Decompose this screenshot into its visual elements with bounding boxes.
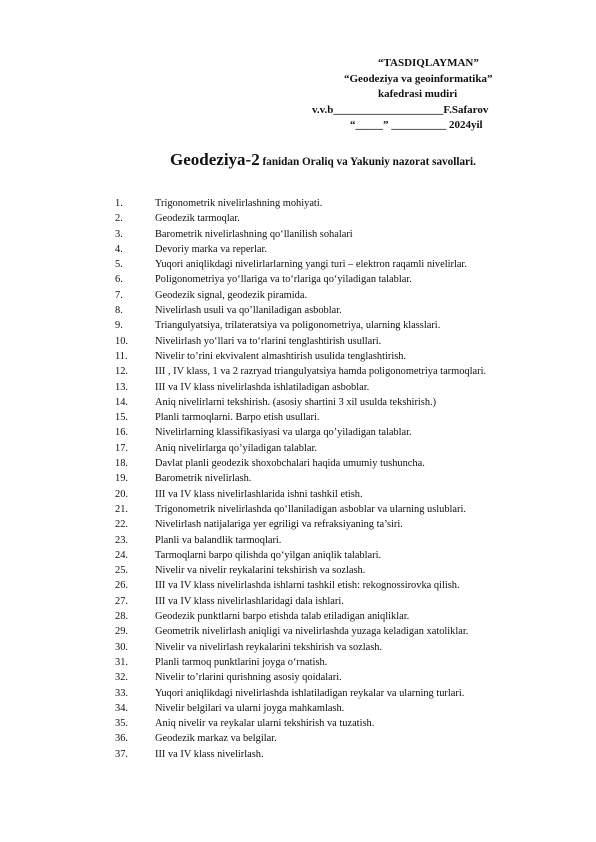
question-text: Davlat planli geodezik shoxobchalari haqida umumiy tushuncha. — [155, 458, 425, 470]
question-text: Geodezik tarmoqlar. — [155, 213, 240, 225]
question-item — [115, 257, 585, 272]
question-number: 16. — [115, 427, 128, 439]
question-number: 36. — [115, 733, 128, 745]
question-number: 3. — [115, 228, 123, 240]
question-item — [115, 349, 585, 364]
question-number: 11. — [115, 350, 128, 362]
approval-signature-line: v.v.b____________________F.Safarov — [312, 103, 489, 116]
question-item — [115, 242, 585, 257]
question-text: Geometrik nivelirlash aniqligi va nivelirlashda yuzaga keladigan xatoliklar. — [155, 626, 469, 638]
question-item — [115, 334, 585, 349]
question-text: Yuqori aniqlikdagi nivelirlarlarning yangi turi – elektron raqamli nivelirlar. — [155, 259, 467, 271]
question-text: Planli va balandlik tarmoqlari. — [155, 534, 282, 546]
question-text: Devoriy marka va reperlar. — [155, 243, 267, 255]
question-number: 31. — [115, 656, 128, 668]
question-number: 1. — [115, 198, 123, 209]
document-title-subject: Geodeziya-2 — [170, 150, 260, 169]
question-item — [115, 487, 585, 502]
question-text: III va IV klass nivelirlashlarida ishni tashkil etish. — [155, 488, 363, 500]
question-item — [115, 196, 585, 211]
question-text: Trigonometrik nivelirlashda qo‘llaniladigan asboblar va ularning uslublari. — [155, 503, 466, 515]
question-number: 28. — [115, 611, 128, 623]
question-number: 17. — [115, 442, 128, 454]
question-item — [115, 731, 585, 746]
question-item — [115, 624, 585, 639]
question-text: Planli tarmoqlarni. Barpo etish usullari. — [155, 412, 320, 424]
question-text: Yuqori aniqlikdagi nivelirlashda ishlatiladigan reykalar va ularning turlari. — [155, 687, 465, 699]
approval-date-line: “_____” __________ 2024yil — [350, 119, 483, 131]
question-number: 37. — [115, 748, 128, 760]
question-item — [115, 318, 585, 333]
question-item — [115, 716, 585, 731]
question-number: 4. — [115, 243, 123, 255]
question-number: 6. — [115, 274, 123, 286]
question-text: Nivelirlarning klassifikasiyasi va ularga qo’yiladigan talablar. — [155, 427, 412, 439]
question-number: 23. — [115, 534, 128, 546]
question-text: Tarmoqlarni barpo qilishda qo‘yilgan aniqlik talablari. — [155, 549, 382, 561]
question-text: Trigonometrik nivelirlashning mohiyati. — [155, 198, 323, 209]
question-number: 13. — [115, 381, 128, 393]
question-number: 27. — [115, 595, 128, 607]
question-number: 2. — [115, 213, 123, 225]
approval-title: “TASDIQLAYMAN” — [378, 57, 479, 69]
question-number: 7. — [115, 289, 123, 301]
question-text: Nivelir to’rlarini qurishning asosiy qoidalari. — [155, 672, 342, 684]
approval-head: kafedrasi mudiri — [378, 88, 458, 100]
question-text: Geodezik signal, geodezik piramida. — [155, 289, 308, 301]
question-text: III va IV klass nivelirlash. — [155, 748, 264, 760]
document-title-rest: fanidan Oraliq va Yakuniy nazorat savollari. — [259, 156, 476, 168]
question-text: Triangulyatsiya, trilateratsiya va poligonometriya, ularning klasslari. — [155, 320, 441, 332]
question-number: 29. — [115, 626, 128, 638]
question-number: 32. — [115, 672, 128, 684]
approval-department: “Geodeziya va geoinformatika” — [344, 72, 493, 85]
question-item — [115, 211, 585, 226]
question-item — [115, 747, 585, 762]
question-list — [115, 196, 585, 762]
question-item — [115, 425, 585, 440]
question-item — [115, 502, 585, 517]
question-number: 14. — [115, 396, 128, 408]
question-item — [115, 517, 585, 532]
question-item — [115, 395, 585, 410]
question-text: III va IV klass nivelirlashda ishlarni tashkil etish: rekognossirovka qilish. — [155, 580, 460, 592]
question-number: 19. — [115, 473, 128, 485]
question-item — [115, 655, 585, 670]
question-item — [115, 701, 585, 716]
question-number: 34. — [115, 702, 128, 714]
question-item — [115, 548, 585, 563]
question-item — [115, 272, 585, 287]
question-item — [115, 227, 585, 242]
question-text: Barometrik nivelirlashning qo‘llanilish sohalari — [155, 228, 353, 240]
question-number: 8. — [115, 305, 123, 317]
question-item — [115, 578, 585, 593]
question-number: 33. — [115, 687, 128, 699]
question-text: III , IV klass, 1 va 2 razryad triangulyatsiya hamda poligonometriya tarmoqlari. — [155, 366, 487, 378]
question-item — [115, 533, 585, 548]
question-number: 21. — [115, 503, 128, 515]
question-item — [115, 609, 585, 624]
question-number: 20. — [115, 488, 128, 500]
question-item — [115, 686, 585, 701]
question-number: 26. — [115, 580, 128, 592]
question-item — [115, 410, 585, 425]
question-number: 15. — [115, 412, 128, 424]
question-number: 24. — [115, 549, 128, 561]
question-text: Aniq nivelirlarni tekshirish. (asosiy shartini 3 xil usulda tekshirish.) — [155, 396, 437, 408]
question-text: Geodezik punktlarni barpo etishda talab etiladigan aniqliklar. — [155, 611, 410, 623]
question-text: Nivelirlash usuli va qo’llaniladigan asboblar. — [155, 305, 342, 317]
question-number: 35. — [115, 718, 128, 730]
question-text: Nivelir belgilari va ularni joyga mahkamlash. — [155, 702, 345, 714]
question-text: Nivelir to’rini ekvivalent almashtirish usulida tenglashtirish. — [155, 350, 407, 362]
question-text: Nivelirlash yo‘llari va to‘rlarini tenglashtirish usullari. — [155, 335, 382, 347]
question-text: Aniq nivelirlarga qo’yiladigan talablar. — [155, 442, 317, 454]
question-text: Nivelir va nivelir reykalarini tekshirish va sozlash. — [155, 565, 366, 577]
question-item — [115, 380, 585, 395]
question-item — [115, 471, 585, 486]
question-item — [115, 441, 585, 456]
question-item — [115, 594, 585, 609]
question-item — [115, 640, 585, 655]
question-number: 10. — [115, 335, 128, 347]
approval-block — [300, 56, 540, 134]
question-item — [115, 456, 585, 471]
question-text: III va IV klass nivelirlashlaridagi dala ishlari. — [155, 595, 344, 607]
question-number: 30. — [115, 641, 128, 653]
question-number: 25. — [115, 565, 128, 577]
question-number: 5. — [115, 259, 123, 271]
document-title — [170, 150, 476, 170]
question-item — [115, 288, 585, 303]
question-item — [115, 563, 585, 578]
question-number: 12. — [115, 366, 128, 378]
question-item — [115, 303, 585, 318]
question-number: 22. — [115, 519, 128, 531]
question-text: III va IV klass nivelirlashda ishlatiladigan asboblar. — [155, 381, 370, 393]
question-text: Poligonometriya yo‘llariga va to‘rlariga qo‘yiladigan talablar. — [155, 274, 412, 286]
question-number: 18. — [115, 458, 128, 470]
question-text: Planli tarmoq punktlarini joyga o‘rnatish. — [155, 656, 328, 668]
question-item — [115, 670, 585, 685]
question-text: Nivelir va nivelirlash reykalarini tekshirish va sozlash. — [155, 641, 383, 653]
question-text: Nivelirlash natijalariga yer egriligi va refraksiyaning ta’siri. — [155, 519, 403, 531]
question-text: Aniq nivelir va reykalar ularni tekshirish va tuzatish. — [155, 718, 375, 730]
question-item — [115, 364, 585, 379]
question-text: Barometrik nivelirlash. — [155, 473, 252, 485]
question-text: Geodezik markaz va belgilar. — [155, 733, 277, 745]
question-number: 9. — [115, 320, 123, 332]
